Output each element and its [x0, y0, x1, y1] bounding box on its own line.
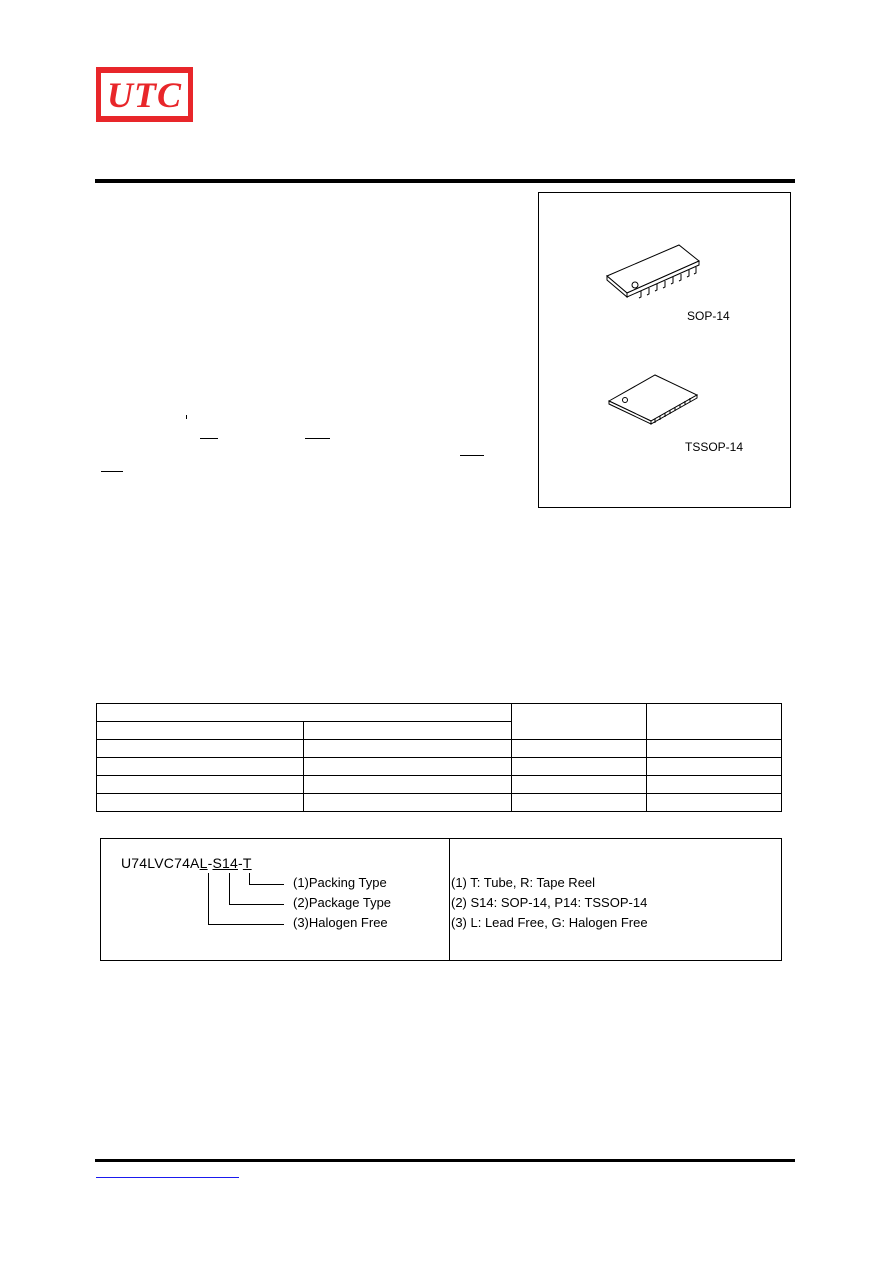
table-cell: [97, 722, 304, 740]
table-cell: [304, 758, 512, 776]
overbar-mark: [200, 438, 218, 439]
leader-line-halogen: [208, 924, 284, 925]
table-cell: [97, 758, 304, 776]
table-row: [97, 740, 782, 758]
table-cell: [647, 758, 782, 776]
leader-line-package: [229, 873, 230, 905]
overbar-mark: [101, 471, 123, 472]
footer-rule: [95, 1159, 795, 1162]
table-row: [97, 704, 782, 722]
footer-link-underline[interactable]: [96, 1177, 239, 1178]
ordering-code-box: [100, 838, 782, 961]
table-cell: [304, 740, 512, 758]
sop-14-label: SOP-14: [687, 309, 730, 323]
table-cell: [97, 704, 512, 722]
part-number: U74LVC74AL-S14-T: [121, 855, 252, 871]
package-figure-box: [538, 192, 791, 508]
table-cell: [304, 794, 512, 812]
overbar-mark: [305, 438, 330, 439]
package-type-description: (2) S14: SOP-14, P14: TSSOP-14: [451, 895, 648, 910]
sop-14-chip-icon: [603, 241, 713, 303]
package-type-label: (2)Package Type: [293, 895, 392, 910]
table-cell: [97, 740, 304, 758]
leader-line-halogen: [208, 873, 209, 925]
logo-inner-frame: [100, 72, 189, 117]
leader-line-package: [229, 904, 284, 905]
halogen-free-description: (3) L: Lead Free, G: Halogen Free: [451, 915, 648, 930]
table-cell: [304, 776, 512, 794]
packing-type-label: (1)Packing Type: [293, 875, 387, 890]
table-cell: [647, 740, 782, 758]
stray-mark: [186, 415, 187, 419]
table-cell: [647, 704, 782, 740]
table-cell: [647, 794, 782, 812]
table-row: [97, 758, 782, 776]
header-rule: [95, 179, 795, 183]
halogen-free-label: (3)Halogen Free: [293, 915, 388, 930]
table-cell: [304, 722, 512, 740]
table-row: [97, 776, 782, 794]
table-cell: [512, 758, 647, 776]
table-cell: [97, 776, 304, 794]
logo-text: UTC: [107, 75, 182, 115]
table-cell: [512, 776, 647, 794]
package-code: S14: [212, 855, 238, 871]
table-cell: [512, 794, 647, 812]
overbar-mark: [460, 455, 484, 456]
table-row: [97, 794, 782, 812]
ordering-code-divider: [449, 839, 450, 960]
packing-code: T: [242, 855, 252, 871]
ordering-table: [96, 703, 782, 812]
table-cell: [647, 776, 782, 794]
packing-type-description: (1) T: Tube, R: Tape Reel: [451, 875, 596, 890]
tssop-14-label: TSSOP-14: [685, 440, 744, 454]
utc-logo: [96, 67, 193, 122]
part-prefix: U74LVC74A: [121, 855, 200, 871]
tssop-14-chip-icon: [605, 373, 705, 425]
table-cell: [97, 794, 304, 812]
table-cell: [512, 740, 647, 758]
table-cell: [512, 704, 647, 740]
leader-line-packing: [249, 884, 284, 885]
halogen-code: L: [199, 855, 208, 871]
